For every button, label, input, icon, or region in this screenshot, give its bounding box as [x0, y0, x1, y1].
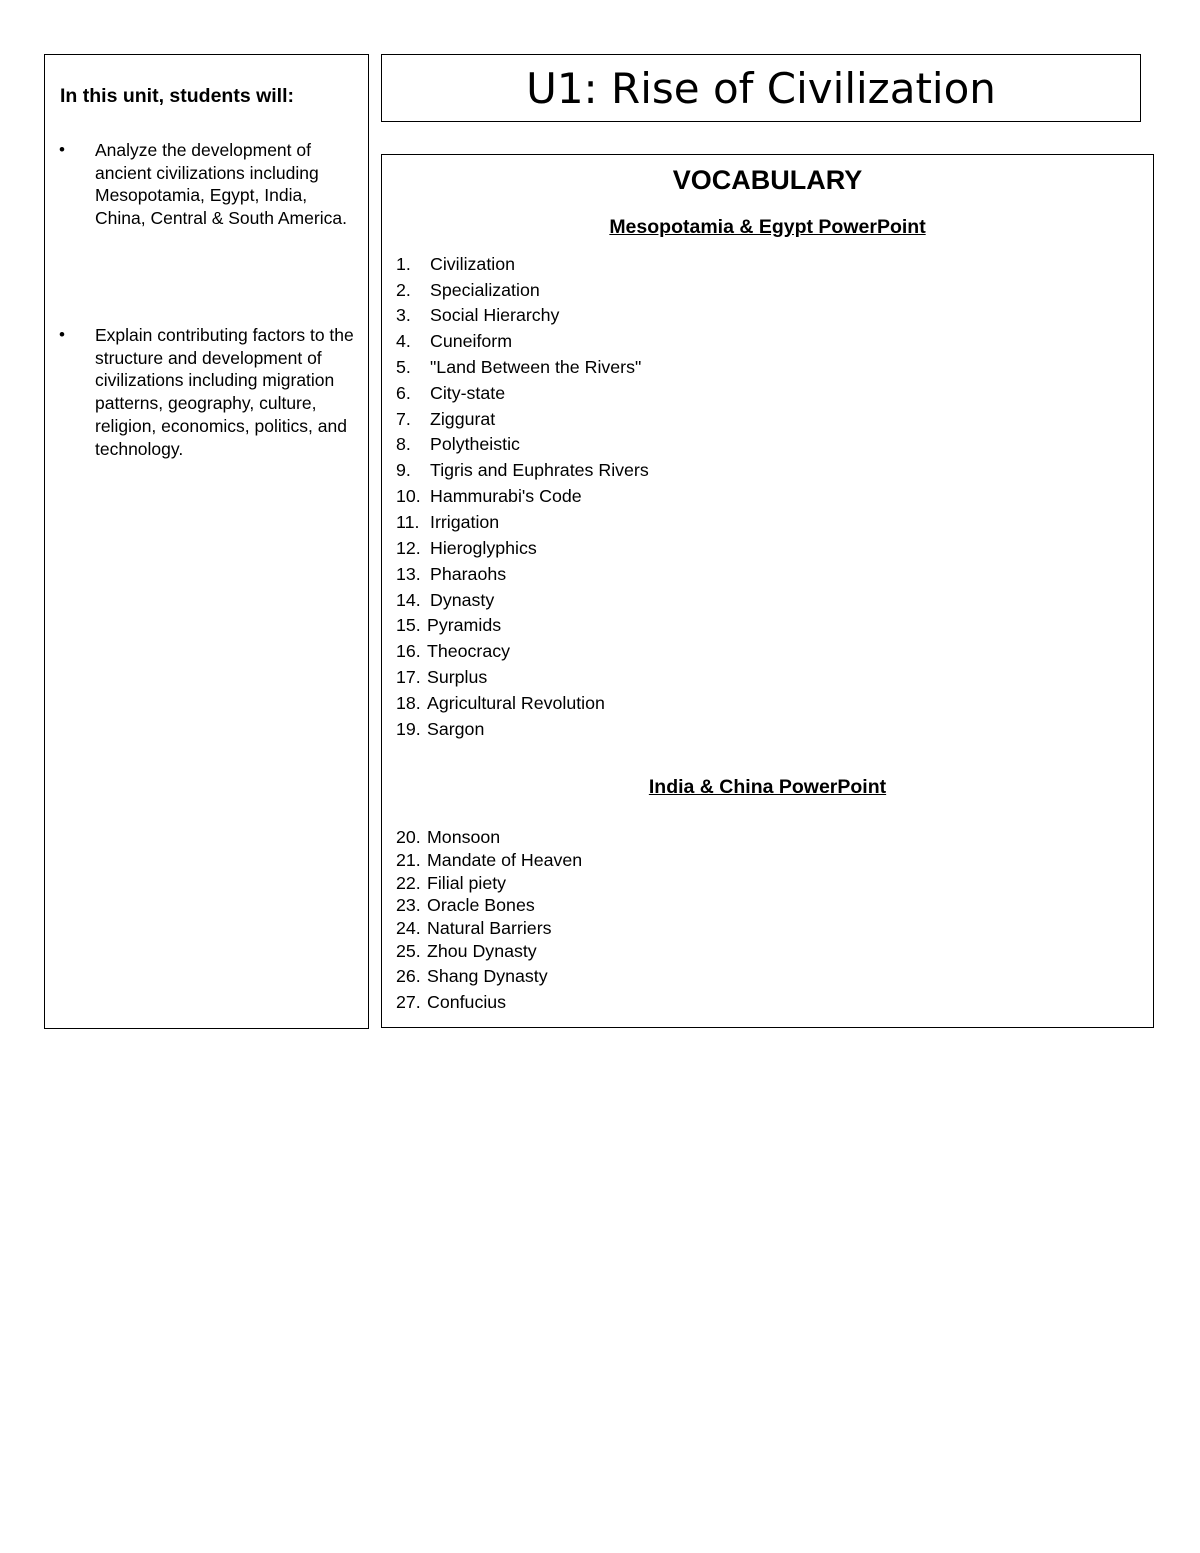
objective-item	[59, 139, 359, 230]
term-text: Sargon	[427, 719, 485, 739]
vocabulary-term	[396, 590, 494, 611]
term-text: Agricultural Revolution	[427, 693, 605, 713]
vocabulary-term	[396, 895, 535, 916]
vocabulary-term	[396, 486, 582, 507]
vocabulary-term	[396, 693, 605, 714]
vocabulary-term	[396, 305, 559, 326]
vocabulary-term	[396, 966, 548, 987]
term-text: Hammurabi's Code	[430, 486, 582, 507]
objective-text: Explain contributing factors to the structure and development of civilizations including migration patterns, geography, culture, religion, economics, politics, and technology.	[95, 325, 354, 459]
term-text: Confucius	[427, 992, 507, 1012]
bullet-icon: •	[59, 325, 65, 344]
bullet-icon: •	[59, 140, 65, 159]
term-text: Pyramids	[427, 615, 502, 636]
section-heading-mesopotamia-egypt: Mesopotamia & Egypt PowerPoint	[609, 216, 926, 238]
objectives-panel	[44, 54, 369, 1029]
page-title: U1: Rise of Civilization	[526, 63, 996, 113]
vocabulary-panel	[381, 154, 1154, 1028]
vocabulary-term	[396, 512, 499, 533]
vocabulary-term	[396, 331, 512, 352]
vocabulary-term	[396, 357, 641, 378]
objectives-heading: In this unit, students will:	[60, 85, 294, 107]
term-number: 23.	[396, 895, 421, 916]
term-text: Oracle Bones	[427, 895, 535, 916]
term-number: 18.	[396, 693, 421, 713]
term-number: 11.	[396, 512, 420, 533]
vocabulary-term	[396, 873, 506, 894]
term-number: 19.	[396, 719, 421, 739]
title-panel	[381, 54, 1141, 122]
vocabulary-term	[396, 564, 506, 585]
term-number: 13.	[396, 564, 421, 584]
vocabulary-term	[396, 992, 506, 1013]
objective-item	[59, 324, 359, 460]
term-text: Hieroglyphics	[430, 538, 537, 558]
term-number: 14.	[396, 589, 421, 610]
term-text: Civilization	[430, 254, 515, 274]
term-text: Dynasty	[430, 589, 495, 610]
vocabulary-term	[396, 827, 500, 848]
vocabulary-term	[396, 918, 552, 939]
term-text: City-state	[430, 382, 506, 403]
vocabulary-term	[396, 434, 520, 455]
term-number: 4.	[396, 331, 411, 351]
term-number: 16.	[396, 641, 421, 662]
vocabulary-term	[396, 667, 487, 688]
term-number: 26.	[396, 966, 421, 986]
term-number: 24.	[396, 918, 421, 938]
term-text: Specialization	[430, 279, 540, 300]
vocabulary-term	[396, 615, 501, 636]
term-number: 7.	[396, 408, 411, 429]
term-number: 12.	[396, 538, 421, 558]
term-number: 10.	[396, 486, 421, 507]
term-text: Polytheistic	[430, 434, 520, 455]
vocabulary-heading: VOCABULARY	[672, 165, 863, 195]
term-text: "Land Between the Rivers"	[430, 357, 642, 377]
term-number: 17.	[396, 667, 421, 687]
term-text: Surplus	[427, 667, 488, 687]
term-number: 27.	[396, 992, 421, 1012]
vocabulary-term	[396, 941, 537, 962]
term-number: 8.	[396, 434, 411, 455]
vocabulary-term	[396, 280, 540, 301]
term-text: Social Hierarchy	[430, 305, 560, 326]
vocabulary-term	[396, 641, 510, 662]
term-number: 20.	[396, 827, 421, 847]
term-number: 2.	[396, 279, 411, 300]
section-heading-india-china: India & China PowerPoint	[648, 776, 887, 798]
term-text: Cuneiform	[430, 331, 513, 351]
term-number: 5.	[396, 357, 411, 377]
vocabulary-term	[396, 383, 505, 404]
term-text: Theocracy	[427, 641, 511, 662]
term-number: 9.	[396, 460, 411, 480]
term-number: 6.	[396, 382, 411, 403]
term-text: Natural Barriers	[427, 918, 552, 938]
term-text: Tigris and Euphrates Rivers	[430, 460, 649, 480]
vocabulary-term	[396, 850, 582, 871]
term-text: Mandate of Heaven	[427, 850, 583, 870]
term-text: Zhou Dynasty	[427, 941, 537, 961]
term-number: 22.	[396, 872, 421, 893]
term-text: Pharaohs	[430, 564, 507, 584]
vocabulary-term	[396, 719, 484, 740]
objective-text: Analyze the development of ancient civilizations including Mesopotamia, Egypt, India, China, Central & South America.	[95, 140, 347, 229]
term-text: Shang Dynasty	[427, 966, 548, 986]
term-number: 21.	[396, 850, 421, 870]
term-number: 15.	[396, 615, 421, 636]
term-text: Ziggurat	[430, 408, 496, 429]
vocabulary-term	[396, 254, 515, 275]
vocabulary-term	[396, 538, 537, 559]
term-text: Irrigation	[430, 512, 500, 533]
term-text: Monsoon	[427, 827, 501, 847]
term-number: 1.	[396, 254, 411, 274]
vocabulary-term	[396, 409, 495, 430]
vocabulary-term	[396, 460, 649, 481]
term-number: 3.	[396, 305, 411, 326]
term-number: 25.	[396, 941, 421, 961]
term-text: Filial piety	[427, 872, 507, 893]
